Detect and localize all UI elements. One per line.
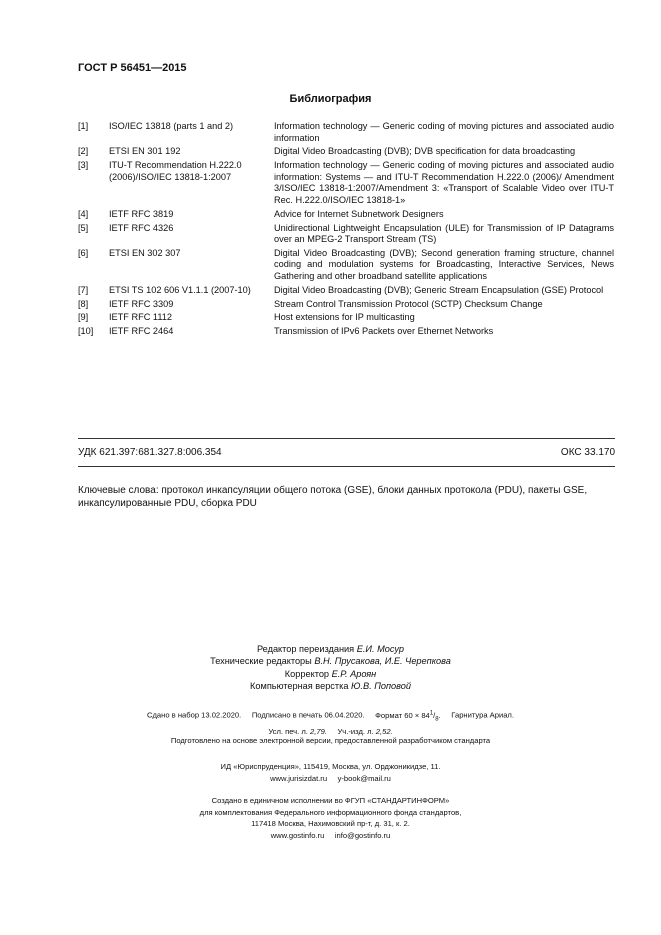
- creator-contacts: [0, 830, 661, 842]
- bib-title: Information technology — Generic coding of moving pictures and associated audio information: [274, 121, 614, 143]
- credit-name: Е.И. Мосур: [356, 644, 405, 654]
- bib-code: ETSI TS 102 606 V1.1.1 (2007-10): [109, 284, 251, 295]
- bib-title: Stream Control Transmission Protocol (SCTP) Checksum Change: [274, 298, 543, 309]
- credit-name: Е.Р. Ароян: [331, 668, 377, 679]
- credit-layout: [0, 680, 661, 692]
- credit-name: Ю.В. Поповой: [351, 681, 411, 692]
- bib-number: [9]: [78, 312, 89, 323]
- bottom-divider: [78, 466, 615, 467]
- bib-number: [7]: [78, 284, 89, 295]
- font-info: Гарнитура Ариал.: [451, 710, 514, 720]
- bibliography-item: [78, 326, 614, 338]
- bib-code: ITU-T Recommendation H.222.0 (2006)/ISO/IEC 13818-1:2007: [109, 160, 242, 182]
- udk-code: УДК 621.397:681.327.8:006.354: [78, 447, 222, 458]
- oks-code: ОКС 33.170: [560, 447, 615, 458]
- bib-code: IETF RFC 3309: [109, 298, 174, 309]
- credit-corrector: [0, 668, 661, 680]
- credit-label: Редактор переиздания: [256, 644, 355, 654]
- pub-sheets-label: Уч.-изд. л.: [337, 726, 374, 736]
- format-sup: 1: [429, 710, 434, 716]
- print-sheets: 2,79.: [310, 726, 327, 736]
- credit-label: Технические редакторы: [210, 656, 312, 667]
- bibliography-item: [78, 248, 614, 283]
- credit-name: В.Н. Прусакова, И.Е. Черепкова: [314, 656, 451, 667]
- created-line-2: для комплектования Федерального информационного фонда стандартов,: [199, 807, 462, 817]
- credit-label: Компьютерная верстка: [250, 681, 349, 692]
- bib-title: Unidirectional Lightweight Encapsulation (ULE) for Transmission of IP Datagrams over an MPEG-2 Transport Stream (TS): [274, 222, 614, 245]
- creator-address: 117418 Москва, Нахимовский пр-т, д. 31, к. 2.: [251, 819, 410, 828]
- bibliography-item: [78, 312, 614, 324]
- bib-number: [10]: [78, 326, 94, 337]
- bibliography-list: [78, 121, 614, 340]
- bib-title: Transmission of IPv6 Packets over Ethernet Networks: [274, 326, 494, 337]
- bibliography-item: [78, 209, 614, 221]
- bib-code: ISO/IEC 13818 (parts 1 and 2): [109, 121, 234, 131]
- print-sheets-label: Усл. печ. л.: [268, 726, 308, 736]
- bibliography-item: [78, 121, 614, 144]
- format-prefix: Формат 60 × 84: [375, 710, 430, 720]
- bibliography-item: [78, 285, 614, 297]
- bibliography-item: [78, 146, 614, 158]
- creator-block: [0, 795, 661, 841]
- pub-sheets: 2,52.: [375, 726, 393, 736]
- bibliography-item: [78, 223, 614, 246]
- bib-number: [1]: [78, 121, 89, 131]
- creator-web-link[interactable]: www.gostinfo.ru: [270, 830, 325, 840]
- bib-number: [2]: [78, 146, 89, 157]
- bib-number: [6]: [78, 247, 89, 258]
- document-id: ГОСТ Р 56451—2015: [78, 62, 187, 74]
- credits-block: [0, 643, 661, 693]
- bibliography-title: Библиография: [289, 93, 372, 105]
- source-note: Подготовлено на основе электронной версии, предоставленной разработчиком стандарта: [170, 736, 491, 745]
- bib-code: IETF RFC 2464: [109, 326, 174, 337]
- signed-date: Подписано в печать 06.04.2020.: [251, 710, 365, 720]
- bib-number: [5]: [78, 222, 89, 233]
- bib-title: Digital Video Broadcasting (DVB); Generic Stream Encapsulation (GSE) Protocol: [274, 284, 604, 295]
- created-line-1: Создано в единичном исполнении во ФГУП «СТАНДАРТИНФОРМ»: [211, 796, 450, 805]
- bib-title: Digital Video Broadcasting (DVB); Second generation framing structure, channel coding and modulation systems for Broadcasting, Interactive Services, News Gathering and other broadband satellite applications: [274, 247, 614, 282]
- bibliography-item: [78, 299, 614, 311]
- bib-number: [8]: [78, 298, 89, 309]
- credit-editor: [0, 643, 661, 655]
- publisher-email-link[interactable]: y-book@mail.ru: [337, 773, 391, 783]
- bib-code: IETF RFC 1112: [109, 312, 172, 323]
- submitted-date: Сдано в набор 13.02.2020.: [147, 710, 242, 720]
- format: Формат $60 \times 84^1/_8$.: [375, 710, 441, 723]
- bib-number: [3]: [78, 160, 89, 171]
- publisher-line: ИД «Юриспруденция», 115419, Москва, ул. Орджоникидзе, 11.: [220, 762, 441, 771]
- bib-code: IETF RFC 4326: [109, 222, 174, 233]
- credit-label: Корректор: [284, 668, 330, 679]
- bib-title: Advice for Internet Subnetwork Designers: [274, 208, 444, 219]
- credit-tech-editors: [0, 655, 661, 667]
- print-line-1: [0, 708, 661, 726]
- bib-title: Digital Video Broadcasting (DVB); DVB specification for data broadcasting: [274, 146, 576, 157]
- bib-title: Information technology — Generic coding of moving pictures and associated audio information: Systems — and ITU-T Recommendation H.222.0 (2006)/ Amendment 3/ISO/IEC 13818-1:2007/Amendment 3: «Transport of Scalable Video over ITU-T Rec. H.222.0/ISO/IEC 13818-1»: [274, 160, 614, 205]
- keywords: Ключевые слова: протокол инкапсуляции общего потока (GSE), блоки данных протокола (PDU), пакеты GSE, инкапсулированные PDU, сборка PDU: [78, 485, 588, 509]
- bib-code: ETSI EN 302 307: [109, 247, 181, 258]
- bib-title: Host extensions for IP multicasting: [274, 312, 415, 323]
- imprint-print-details: [0, 708, 661, 737]
- publisher-contacts: [0, 773, 661, 785]
- bib-code: IETF RFC 3819: [109, 208, 174, 219]
- creator-email-link[interactable]: info@gostinfo.ru: [334, 830, 391, 840]
- bib-code: ETSI EN 301 192: [109, 146, 181, 157]
- bib-number: [4]: [78, 208, 89, 219]
- bibliography-item: [78, 160, 614, 206]
- top-divider: [78, 438, 615, 439]
- publisher-web-link[interactable]: www.jurisizdat.ru: [270, 773, 328, 783]
- publisher-block: [0, 761, 661, 784]
- format-sub: 8: [435, 716, 439, 723]
